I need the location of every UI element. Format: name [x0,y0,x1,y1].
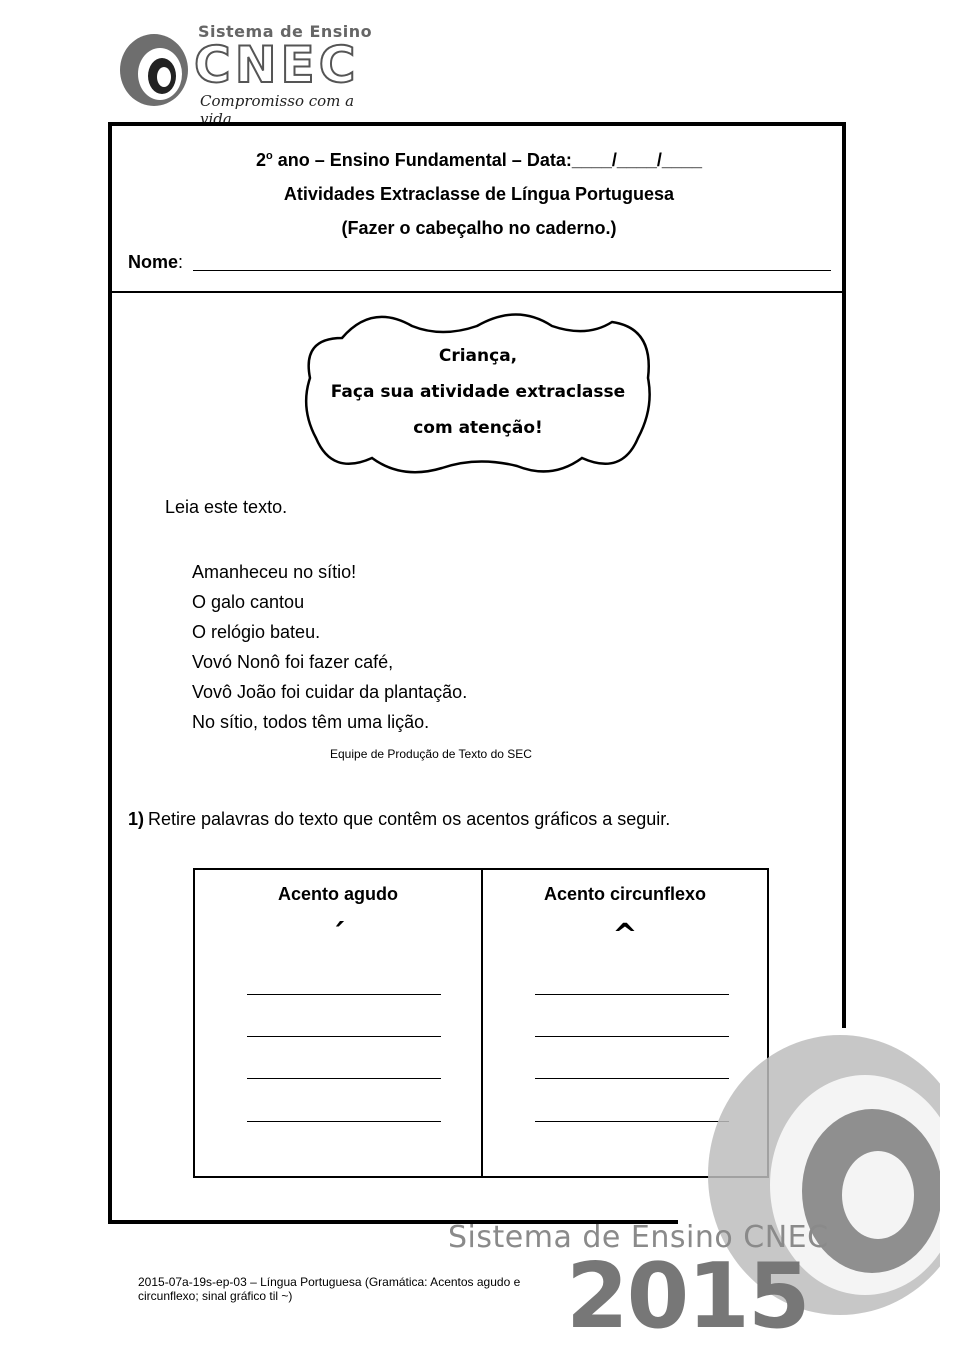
question-number: 1) [128,809,145,829]
answer-line[interactable] [535,994,729,995]
answer-line[interactable] [247,1036,441,1037]
header-instruction: (Fazer o cabeçalho no caderno.) [341,218,617,238]
column-heading: Acento agudo [278,884,398,904]
activity-title: Atividades Extraclasse de Língua Portuguesa [283,184,675,204]
poem-credit: Equipe de Produção de Texto do SEC [330,747,532,761]
cloud-line: Faça sua atividade extraclasse [330,382,626,402]
answer-line[interactable] [247,1078,441,1079]
cloud-message [302,338,654,446]
poem-line: O relógio bateu. [192,622,321,642]
logo-brand: CNEC [194,36,360,94]
cloud-line: Criança, [438,346,518,366]
circumflex-accent-mark: ^ [612,918,638,953]
footer-code: 2015-07a-19s-ep-03 – Língua Portuguesa (Gramática: Acentos agudo e circunflexo; sinal gráfico til ~) [138,1275,521,1303]
poem-line: Vovó Nonô foi fazer café, [192,652,394,672]
poem [192,557,467,737]
header-divider [112,291,846,293]
poem-line: O galo cantou [192,592,305,612]
question-text: Retire palavras do texto que contêm os acentos gráficos a seguir. [148,809,671,829]
column-acento-agudo [195,870,483,1176]
reading-instruction: Leia este texto. [165,497,288,517]
acute-accent-mark: ´ [330,918,346,953]
watermark-year: 2015 [566,1244,809,1349]
answer-line[interactable] [247,1121,441,1122]
logo-system-label: Sistema de Ensino [198,22,373,41]
column-heading: Acento circunflexo [543,884,707,904]
accent-table [193,868,769,1178]
cnec-logo [118,22,378,128]
poem-line: Amanheceu no sítio! [192,562,357,582]
cnec-swirl-icon [118,28,192,108]
logo-tagline: Compromisso com a vida [200,92,355,128]
watermark-text: Sistema de Ensino CNEC [448,1220,829,1255]
question-1 [128,809,670,830]
poem-line: Vovô João foi cuidar da plantação. [192,682,468,702]
frame-right-border [842,122,846,1028]
answer-line[interactable] [247,994,441,995]
name-label: Nome: [128,252,184,272]
grade-line: 2$^o$ ano – Ensino Fundamental – Data:____/____/____ [256,150,702,170]
name-input-line[interactable] [193,270,831,271]
poem-line: No sítio, todos têm uma lição. [192,712,430,732]
cloud-line: com atenção! [413,418,543,438]
